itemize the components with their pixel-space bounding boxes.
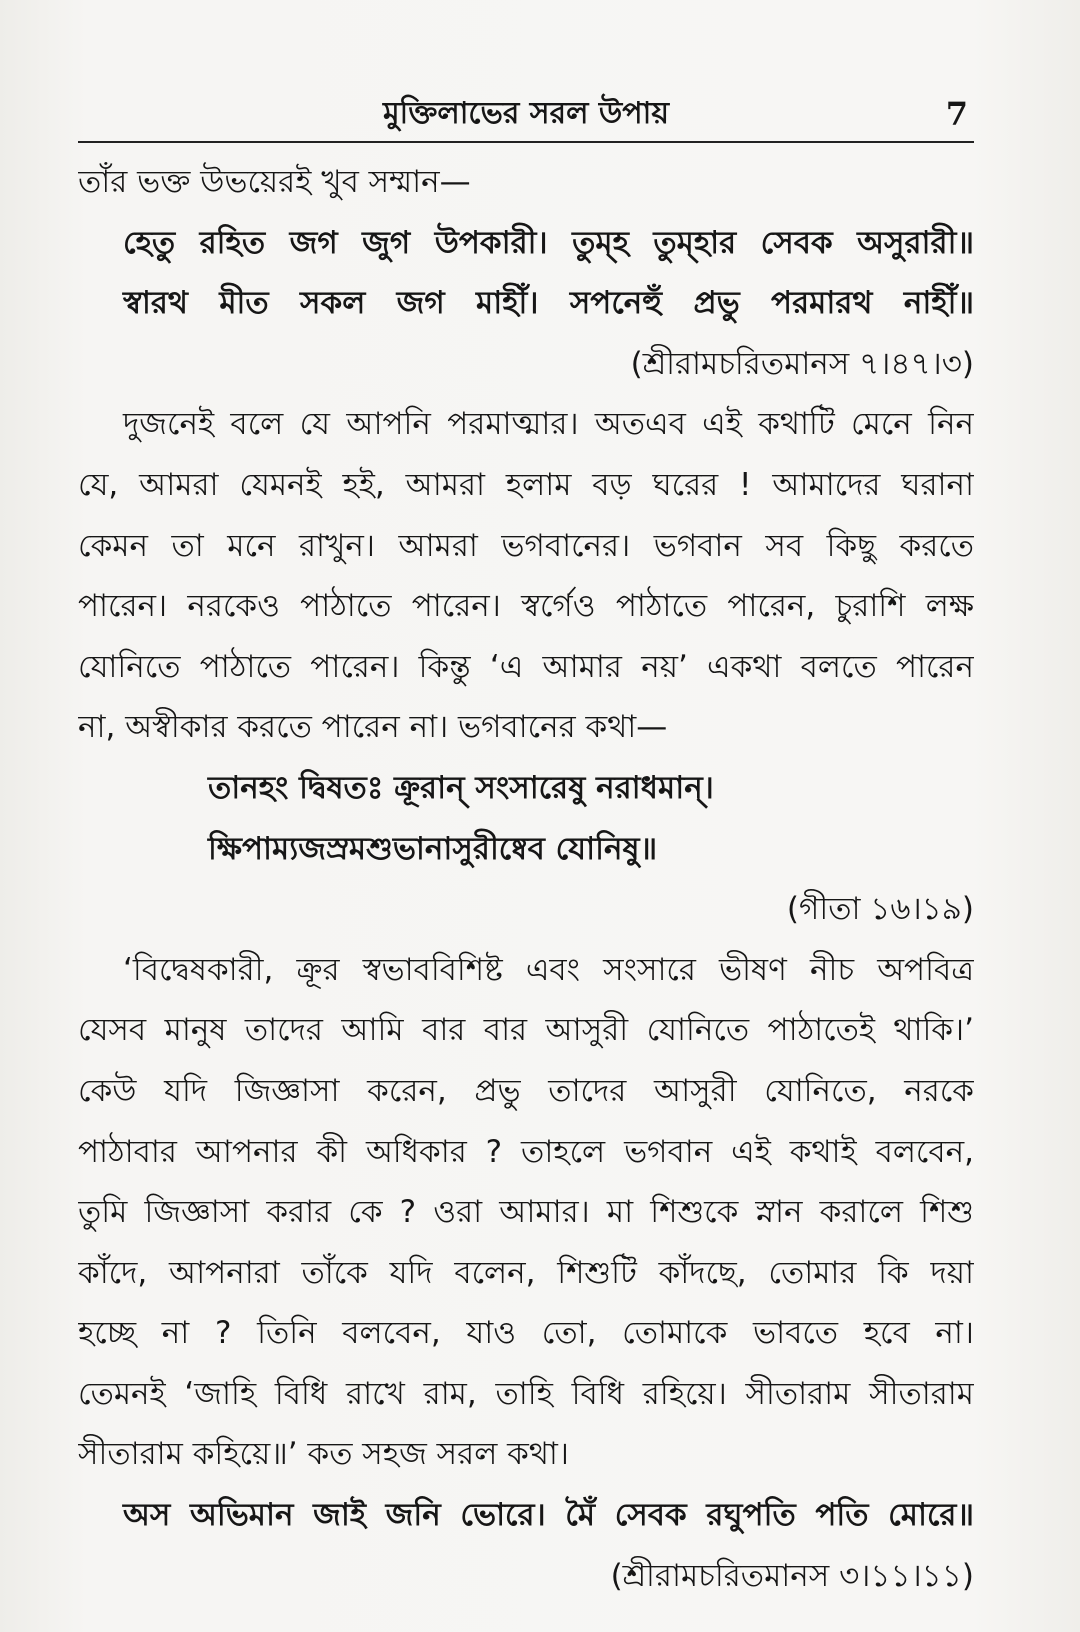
verse-citation: (গীতা ১৬।১৯)	[786, 891, 974, 928]
text-line: দুজনেই বলে যে আপনি পরমাত্মার। অতএব এই কথাটি মেনে নিন	[123, 406, 974, 443]
text-line: না, অস্বীকার করতে পারেন না। ভগবানের কথা—	[78, 709, 668, 746]
text-line: কাঁদে, আপনারা তাঁকে যদি বলেন, শিশুটি কাঁদছে, তোমার কি দয়া	[78, 1254, 974, 1291]
verse-line: স্বারথ মীত সকল জগ মাহীঁ। সপনেহুঁ প্রভু পরমারথ নাহীঁ॥	[123, 285, 974, 322]
text-line: কেমন তা মনে রাখুন। আমরা ভগবানের। ভগবান সব কিছু করতে	[78, 527, 974, 564]
text-line: যেসব মানুষ তাদের আমি বার বার আসুরী যোনিতে পাঠাতেই থাকি।’	[78, 1012, 974, 1049]
verse-line: ক্ষিপাম্যজস্রমশুভানাসুরীষ্বেব যোনিষু॥	[208, 830, 658, 867]
page-body	[78, 152, 974, 1606]
text-line: তেমনই ‘জাহি বিধি রাখে রাম, তাহি বিধি রহিয়ে। সীতারাম সীতারাম	[78, 1375, 974, 1412]
verse-citation: (শ্রীরামচরিতমানস ৭।৪৭।৩)	[630, 345, 974, 382]
text-line: পাঠাবার আপনার কী অধিকার ? তাহলে ভগবান এই কথাই বলবেন,	[78, 1133, 974, 1170]
text-line: যে, আমরা যেমনই হই, আমরা হলাম বড় ঘরের ! আমাদের ঘরানা	[78, 466, 974, 503]
page-header	[78, 92, 974, 136]
text-line: ‘বিদ্বেষকারী, ক্রূর স্বভাববিশিষ্ট এবং সংসারে ভীষণ নীচ অপবিত্র	[123, 951, 974, 988]
verse-line: তানহং দ্বিষতঃ ক্রূরান্ সংসারেষু নরাধমান্।	[208, 769, 714, 806]
text-line: সীতারাম কহিয়ে॥’ কত সহজ সরল কথা।	[78, 1436, 569, 1473]
text-line: তাঁর ভক্ত উভয়েরই খুব সম্মান—	[78, 164, 471, 200]
verse-line: অস অভিমান জাই জনি ভোরে। মৈঁ সেবক রঘুপতি পতি মোরে॥	[123, 1497, 974, 1534]
text-line: তুমি জিজ্ঞাসা করার কে ? ওরা আমার। মা শিশুকে স্নান করালে শিশু	[78, 1194, 974, 1231]
verse-citation: (শ্রীরামচরিতমানস ৩।১১।১১)	[610, 1557, 974, 1594]
header-rule	[78, 141, 974, 143]
verse-line: হেতু রহিত জগ জুগ উপকারী। তুম্হ তুম্হার সেবক অসুরারী॥	[123, 224, 974, 261]
running-title: মুক্তিলাভের সরল উপায়	[382, 96, 669, 131]
text-line: কেউ যদি জিজ্ঞাসা করেন, প্রভু তাদের আসুরী যোনিতে, নরকে	[78, 1072, 974, 1109]
text-line: যোনিতে পাঠাতে পারেন। কিন্তু ‘এ আমার নয়’ একথা বলতে পারেন	[78, 648, 974, 685]
text-line: পারেন। নরকেও পাঠাতে পারেন। স্বর্গেও পাঠাতে পারেন, চুরাশি লক্ষ	[78, 588, 974, 625]
text-line: হচ্ছে না ? তিনি বলবেন, যাও তো, তোমাকে ভাবতে হবে না।	[78, 1315, 974, 1352]
page-number: 7	[945, 95, 968, 133]
